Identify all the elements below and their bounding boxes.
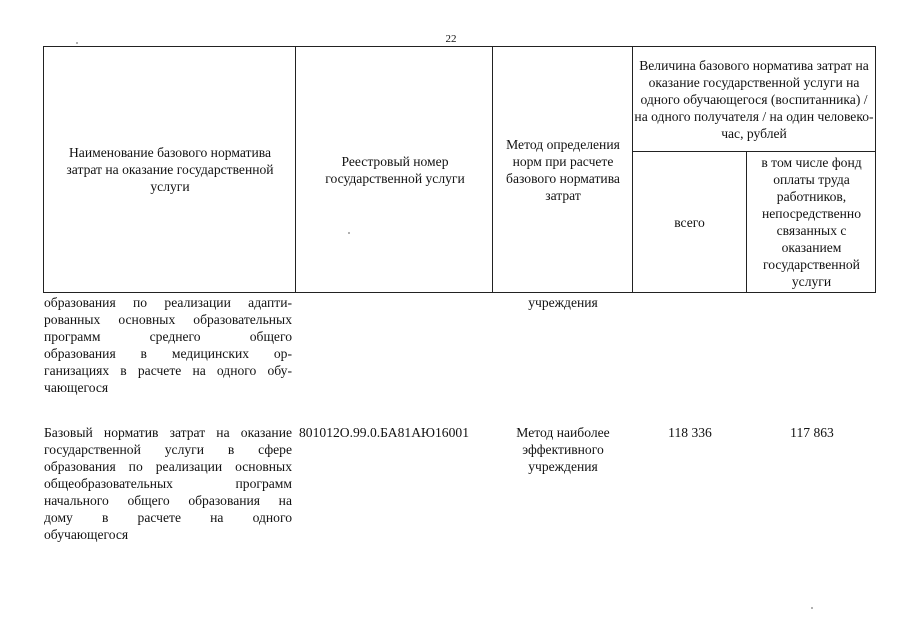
row-name-line: обучающегося — [44, 527, 129, 542]
row-name — [44, 294, 292, 396]
scan-speck — [348, 232, 350, 234]
row-method-line: учреждения — [528, 295, 598, 310]
scan-speck — [76, 42, 78, 44]
row-name-line: начального общего образования на — [44, 493, 292, 508]
row-method — [496, 294, 630, 311]
row-name-line: образования по реализации основных — [44, 459, 292, 474]
header-labor: в том числе фонд оплаты труда работников, непосредственно связанных с оказанием государственной услуги — [761, 155, 862, 289]
table-bottom-border — [43, 292, 876, 293]
row-name-line: ганизациях в расчете на одного обу- — [44, 363, 292, 378]
page-number: 22 — [445, 33, 457, 45]
row-labor: 117 863 — [790, 425, 834, 440]
row-total: 118 336 — [668, 425, 712, 440]
table-left-border — [43, 46, 44, 293]
row-name-line: образования в медицинских ор- — [44, 346, 292, 361]
row-name-line: государственной услуги в сфере — [44, 442, 292, 457]
header-method: Метод определения норм при расчете базового норматива затрат — [506, 136, 620, 203]
header-registry: Реестровый номер государственной услуги — [325, 153, 465, 186]
header-total: всего — [674, 214, 705, 230]
col-divider-4 — [746, 151, 747, 293]
row-method-line: учреждения — [528, 459, 598, 474]
row-method — [496, 424, 630, 475]
row-name — [44, 424, 292, 543]
row-method-line: Метод наиболее — [516, 425, 610, 440]
scan-speck — [811, 607, 813, 609]
row-registry: 801012О.99.0.БА81АЮ16001 — [299, 425, 469, 440]
row-name-line: образования по реализации адапти- — [44, 295, 292, 310]
header-name: Наименование базового норматива затрат на оказание государственной услуги — [66, 145, 274, 194]
row-name-line: программ среднего общего — [44, 329, 292, 344]
table-right-border — [875, 46, 876, 293]
row-name-line: чающегося — [44, 380, 109, 395]
col-divider-2 — [492, 46, 493, 293]
row-name-line: рованных основных образовательных — [44, 312, 292, 327]
row-name-line: Базовый норматив затрат на оказание — [44, 425, 292, 440]
col-divider-1 — [295, 46, 296, 293]
header-value-group: Величина базового норматива затрат на оказание государственной услуги на одного обучающегося (воспитанника) / на одного получателя / на один человеко-час, рублей — [634, 57, 874, 141]
row-method-line: эффективного — [522, 442, 604, 457]
row-name-line: общеобразовательных программ — [44, 476, 292, 491]
row-name-line: дому в расчете на одного — [44, 510, 292, 525]
